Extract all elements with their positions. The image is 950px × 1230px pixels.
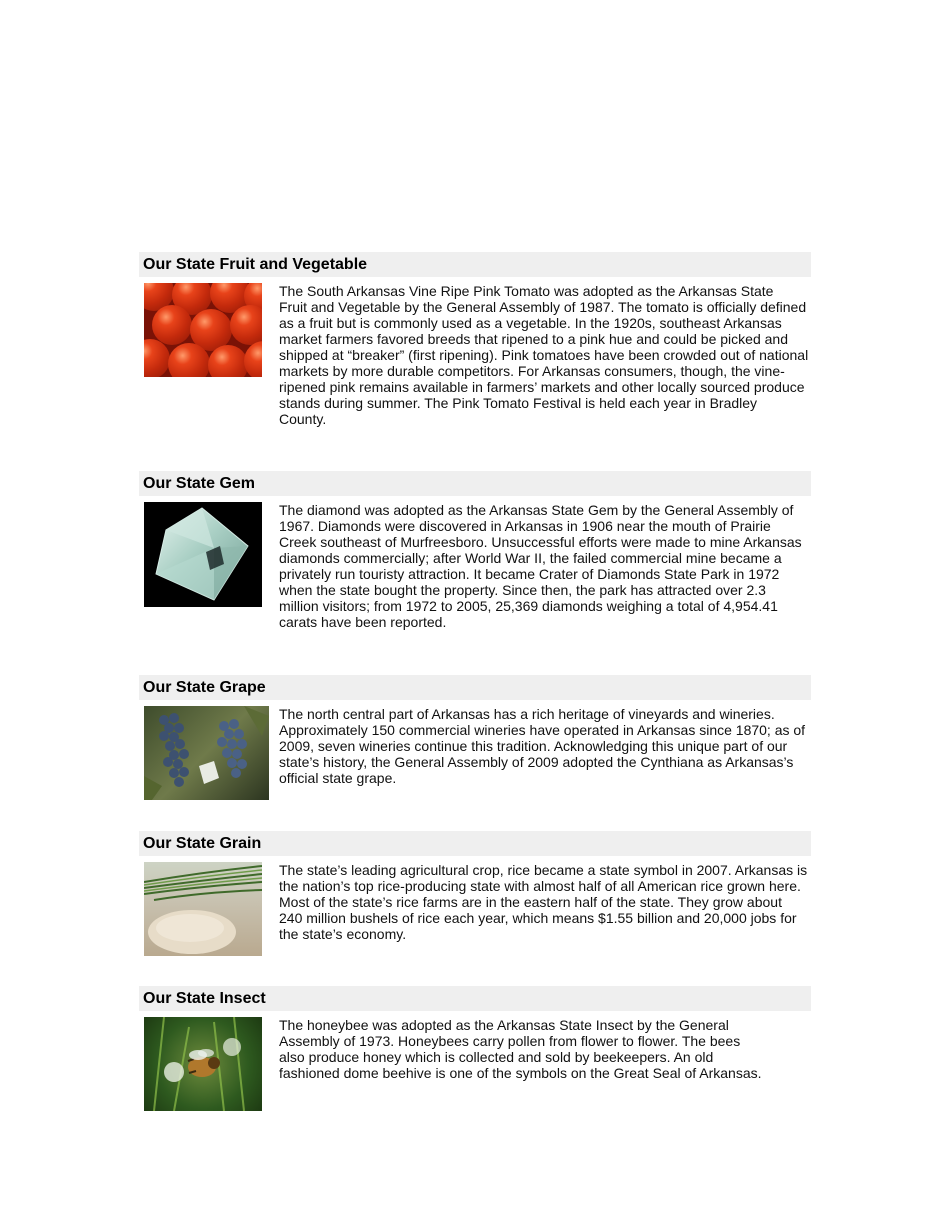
section-title: Our State Insect: [139, 986, 811, 1011]
section-body: [279, 862, 811, 942]
diamond-photo-icon: [144, 502, 262, 607]
body-line: The honeybee was adopted as the Arkansas State Insect by the General: [279, 1017, 729, 1033]
body-line: The state’s leading agricultural crop, rice became a state symbol in 2007. Arkansas is: [279, 862, 808, 878]
section-body: [279, 502, 811, 630]
body-line: diamonds commercially; after World War II, the failed commercial mine became a: [279, 550, 782, 566]
body-line: carats have been reported.: [279, 614, 447, 630]
section-insect: [139, 986, 811, 1081]
section-body: [279, 283, 811, 427]
body-line: 2009, seven wineries continue this tradition. Acknowledging this unique part of our: [279, 738, 788, 754]
body-line: fashioned dome beehive is one of the symbols on the Great Seal of Arkansas.: [279, 1065, 762, 1081]
body-line: markets by more durable competitors. For Arkansas consumers, though, the vine-: [279, 363, 785, 379]
body-line: The diamond was adopted as the Arkansas State Gem by the General Assembly of: [279, 502, 794, 518]
section-body: [279, 706, 811, 786]
grape-photo-icon: [144, 706, 269, 800]
section-gem: [139, 471, 811, 630]
body-line: as a fruit but is commonly used as a vegetable. In the 1920s, southeast Arkansas: [279, 315, 782, 331]
body-line: privately run touristy attraction. It became Crater of Diamonds State Park in 1972: [279, 566, 780, 582]
body-line: The north central part of Arkansas has a rich heritage of vineyards and wineries.: [279, 706, 775, 722]
section-grape: [139, 675, 811, 786]
body-line: also produce honey which is collected and sold by beekeepers. An old: [279, 1049, 714, 1065]
body-line: market farmers favored breeds that ripened to a pink hue and could be picked and: [279, 331, 788, 347]
body-line: state’s history, the General Assembly of 2009 adopted the Cynthiana as Arkansas’s: [279, 754, 794, 770]
body-line: shipped at “breaker” (first ripening). Pink tomatoes have been crowded out of national: [279, 347, 809, 363]
body-line: Assembly of 1973. Honeybees carry pollen from flower to flower. The bees: [279, 1033, 741, 1049]
body-line: the nation’s top rice-producing state with almost half of all American rice grown here.: [279, 878, 801, 894]
body-line: Most of the state’s rice farms are in the eastern half of the state. They grow about: [279, 894, 782, 910]
body-line: 240 million bushels of rice each year, which means $1.55 billion and 20,000 jobs for: [279, 910, 797, 926]
body-line: The South Arkansas Vine Ripe Pink Tomato was adopted as the Arkansas State: [279, 283, 774, 299]
section-title: Our State Grape: [139, 675, 811, 700]
body-line: Creek southeast of Murfreesboro. Unsuccessful efforts were made to mine Arkansas: [279, 534, 802, 550]
body-line: million visitors; from 1972 to 2005, 25,369 diamonds weighing a total of 4,954.41: [279, 598, 778, 614]
body-line: official state grape.: [279, 770, 397, 786]
rice-photo-icon: [144, 862, 262, 956]
body-line: stands during summer. The Pink Tomato Festival is held each year in Bradley: [279, 395, 758, 411]
body-line: ripened pink remains available in farmers’ markets and other locally sourced produce: [279, 379, 805, 395]
section-title: Our State Gem: [139, 471, 811, 496]
body-line: 1967. Diamonds were discovered in Arkansas in 1906 near the mouth of Prairie: [279, 518, 771, 534]
body-line: when the state bought the property. Since then, the park has attracted over 2.3: [279, 582, 766, 598]
body-line: County.: [279, 411, 327, 427]
tomato-photo-icon: [144, 283, 262, 377]
section-title: Our State Fruit and Vegetable: [139, 252, 811, 277]
section-title: Our State Grain: [139, 831, 811, 856]
honeybee-photo-icon: [144, 1017, 262, 1111]
section-fruit-vegetable: [139, 252, 811, 427]
body-line: the state’s economy.: [279, 926, 407, 942]
body-line: Approximately 150 commercial wineries have operated in Arkansas since 1870; as of: [279, 722, 806, 738]
section-grain: [139, 831, 811, 942]
section-body: [279, 1017, 769, 1081]
body-line: Fruit and Vegetable by the General Assembly of 1987. The tomato is officially defined: [279, 299, 807, 315]
